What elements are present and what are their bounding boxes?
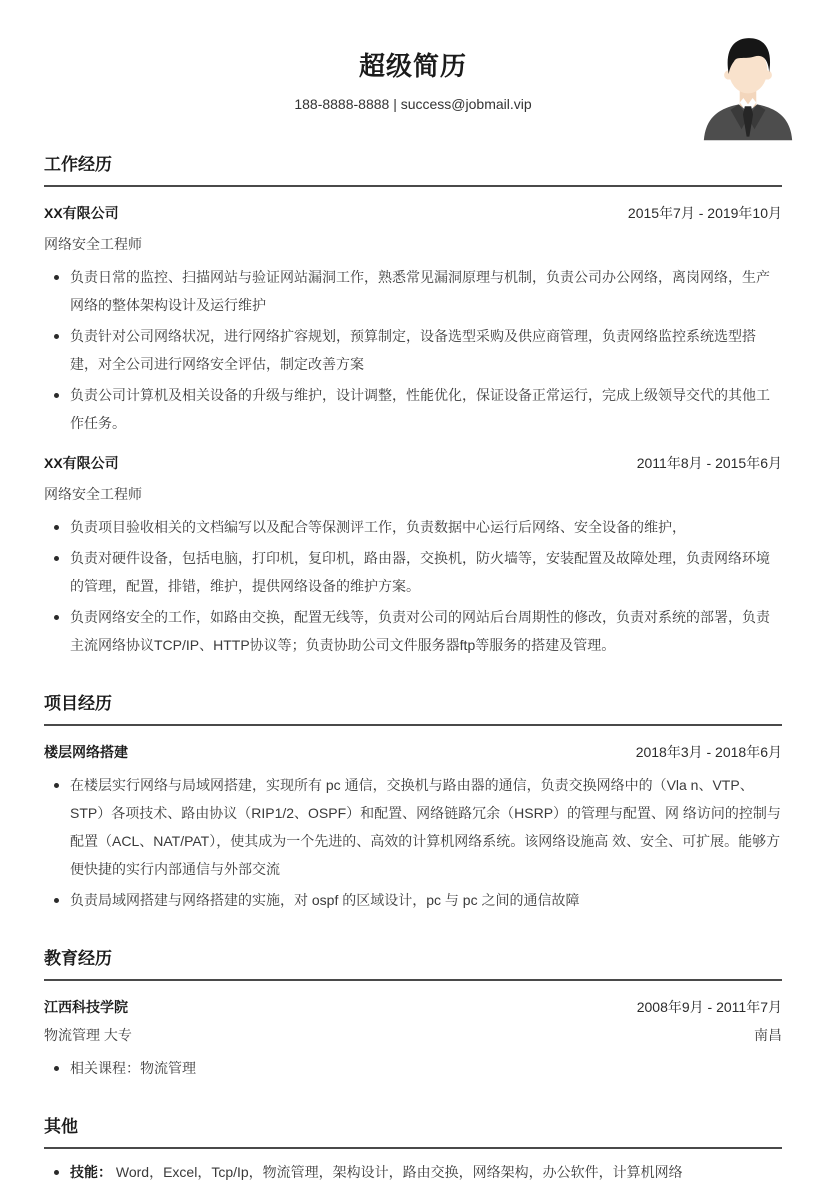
skills-text: Word，Excel，Tcp/Ip，物流管理，架构设计，路由交换，网络架构，办公软件，计算机网络 [112,1164,683,1180]
work-entry [44,203,782,437]
section-education [44,944,782,1082]
date-range: 2008年9月 - 2011年7月 [636,999,782,1015]
work-entry [44,453,782,659]
date-range: 2011年8月 - 2015年6月 [636,455,782,471]
bullet-item: 负责网络安全的工作，如路由交换，配置无线等，负责对公司的网站后台周期性的修改，负责对系统的部署，负责主流网络协议TCP/IP、HTTP协议等；负责协助公司文件服务器ftp等服务的搭建及管理。 [44,603,782,659]
section-heading: 项目经历 [44,694,112,713]
job-title: 网络安全工程师 [44,486,142,502]
entry-header [44,742,782,762]
education-entry [44,997,782,1082]
skills-label: 技能： [70,1164,112,1180]
project-entry [44,742,782,914]
bullet-item: 在楼层实行网络与局域网搭建，实现所有 pc 通信，交换机与路由器的通信，负责交换网络中的（Vla n、VTP、STP）各项技术、路由协议（RIP1/2、OSPF）和配置、网络链路冗余（HSRP）的管理与配置、网 络访问的控制与配置（ACL、NAT/PAT），使其成为一个先进的、高效的计算机网络系统。该网络设施高 效、安全、可扩展。能够方便快捷的实行内部通信与外部交流 [44,771,782,883]
section-divider [44,185,782,187]
bullet-item: 相关课程：物流管理 [44,1054,782,1082]
bullet-list [44,1158,782,1186]
bullet-item: 负责对硬件设备，包括电脑，打印机，复印机，路由器，交换机，防火墙等，安装配置及故障处理，负责网络环境的管理，配置，排错，维护，提供网络设备的维护方案。 [44,544,782,600]
section-divider [44,1147,782,1149]
bullet-item: 负责针对公司网络状况，进行网络扩容规划，预算制定，设备选型采购及供应商管理，负责网络监控系统选型搭建，对全公司进行网络安全评估，制定改善方案 [44,322,782,378]
company-name: XX有限公司 [44,205,119,221]
section-divider [44,979,782,981]
skills-item [44,1158,782,1186]
company-name: XX有限公司 [44,455,119,471]
bullet-list [44,513,782,659]
entry-header [44,997,782,1017]
degree-row [44,1025,782,1045]
school-name: 江西科技学院 [44,999,128,1015]
bullet-item: 负责项目验收相关的文档编写以及配合等保测评工作，负责数据中心运行后网络、安全设备的维护， [44,513,782,541]
section-project-experience [44,689,782,914]
section-work-experience [44,150,782,659]
entry-header [44,453,782,473]
bullet-list [44,771,782,914]
resume-header [44,46,782,112]
bullet-item: 负责日常的监控、扫描网站与验证网站漏洞工作，熟悉常见漏洞原理与机制，负责公司办公网络，离岗网络，生产网络的整体架构设计及运行维护 [44,263,782,319]
page-title: 超级简历 [358,51,467,81]
date-range: 2015年7月 - 2019年10月 [627,205,782,221]
bullet-item: 负责局域网搭建与网络搭建的实施，对 ospf 的区域设计，pc 与 pc 之间的通信故障 [44,886,782,914]
profile-photo [702,30,794,142]
bullet-list [44,1054,782,1082]
school-location: 南昌 [754,1027,782,1043]
contact-info: 188-8888-8888 | success@jobmail.vip [294,96,532,112]
section-heading: 教育经历 [44,949,112,968]
avatar-icon [702,30,794,142]
bullet-list [44,263,782,437]
bullet-item: 负责公司计算机及相关设备的升级与维护，设计调整，性能优化，保证设备正常运行，完成上级领导交代的其他工作任务。 [44,381,782,437]
date-range: 2018年3月 - 2018年6月 [635,744,782,760]
entry-header [44,203,782,223]
section-heading: 工作经历 [44,155,112,174]
project-name: 楼层网络搭建 [44,744,128,760]
job-title: 网络安全工程师 [44,236,142,252]
degree-name: 物流管理 大专 [44,1027,132,1043]
section-other [44,1112,782,1186]
section-divider [44,724,782,726]
section-heading: 其他 [44,1117,78,1136]
